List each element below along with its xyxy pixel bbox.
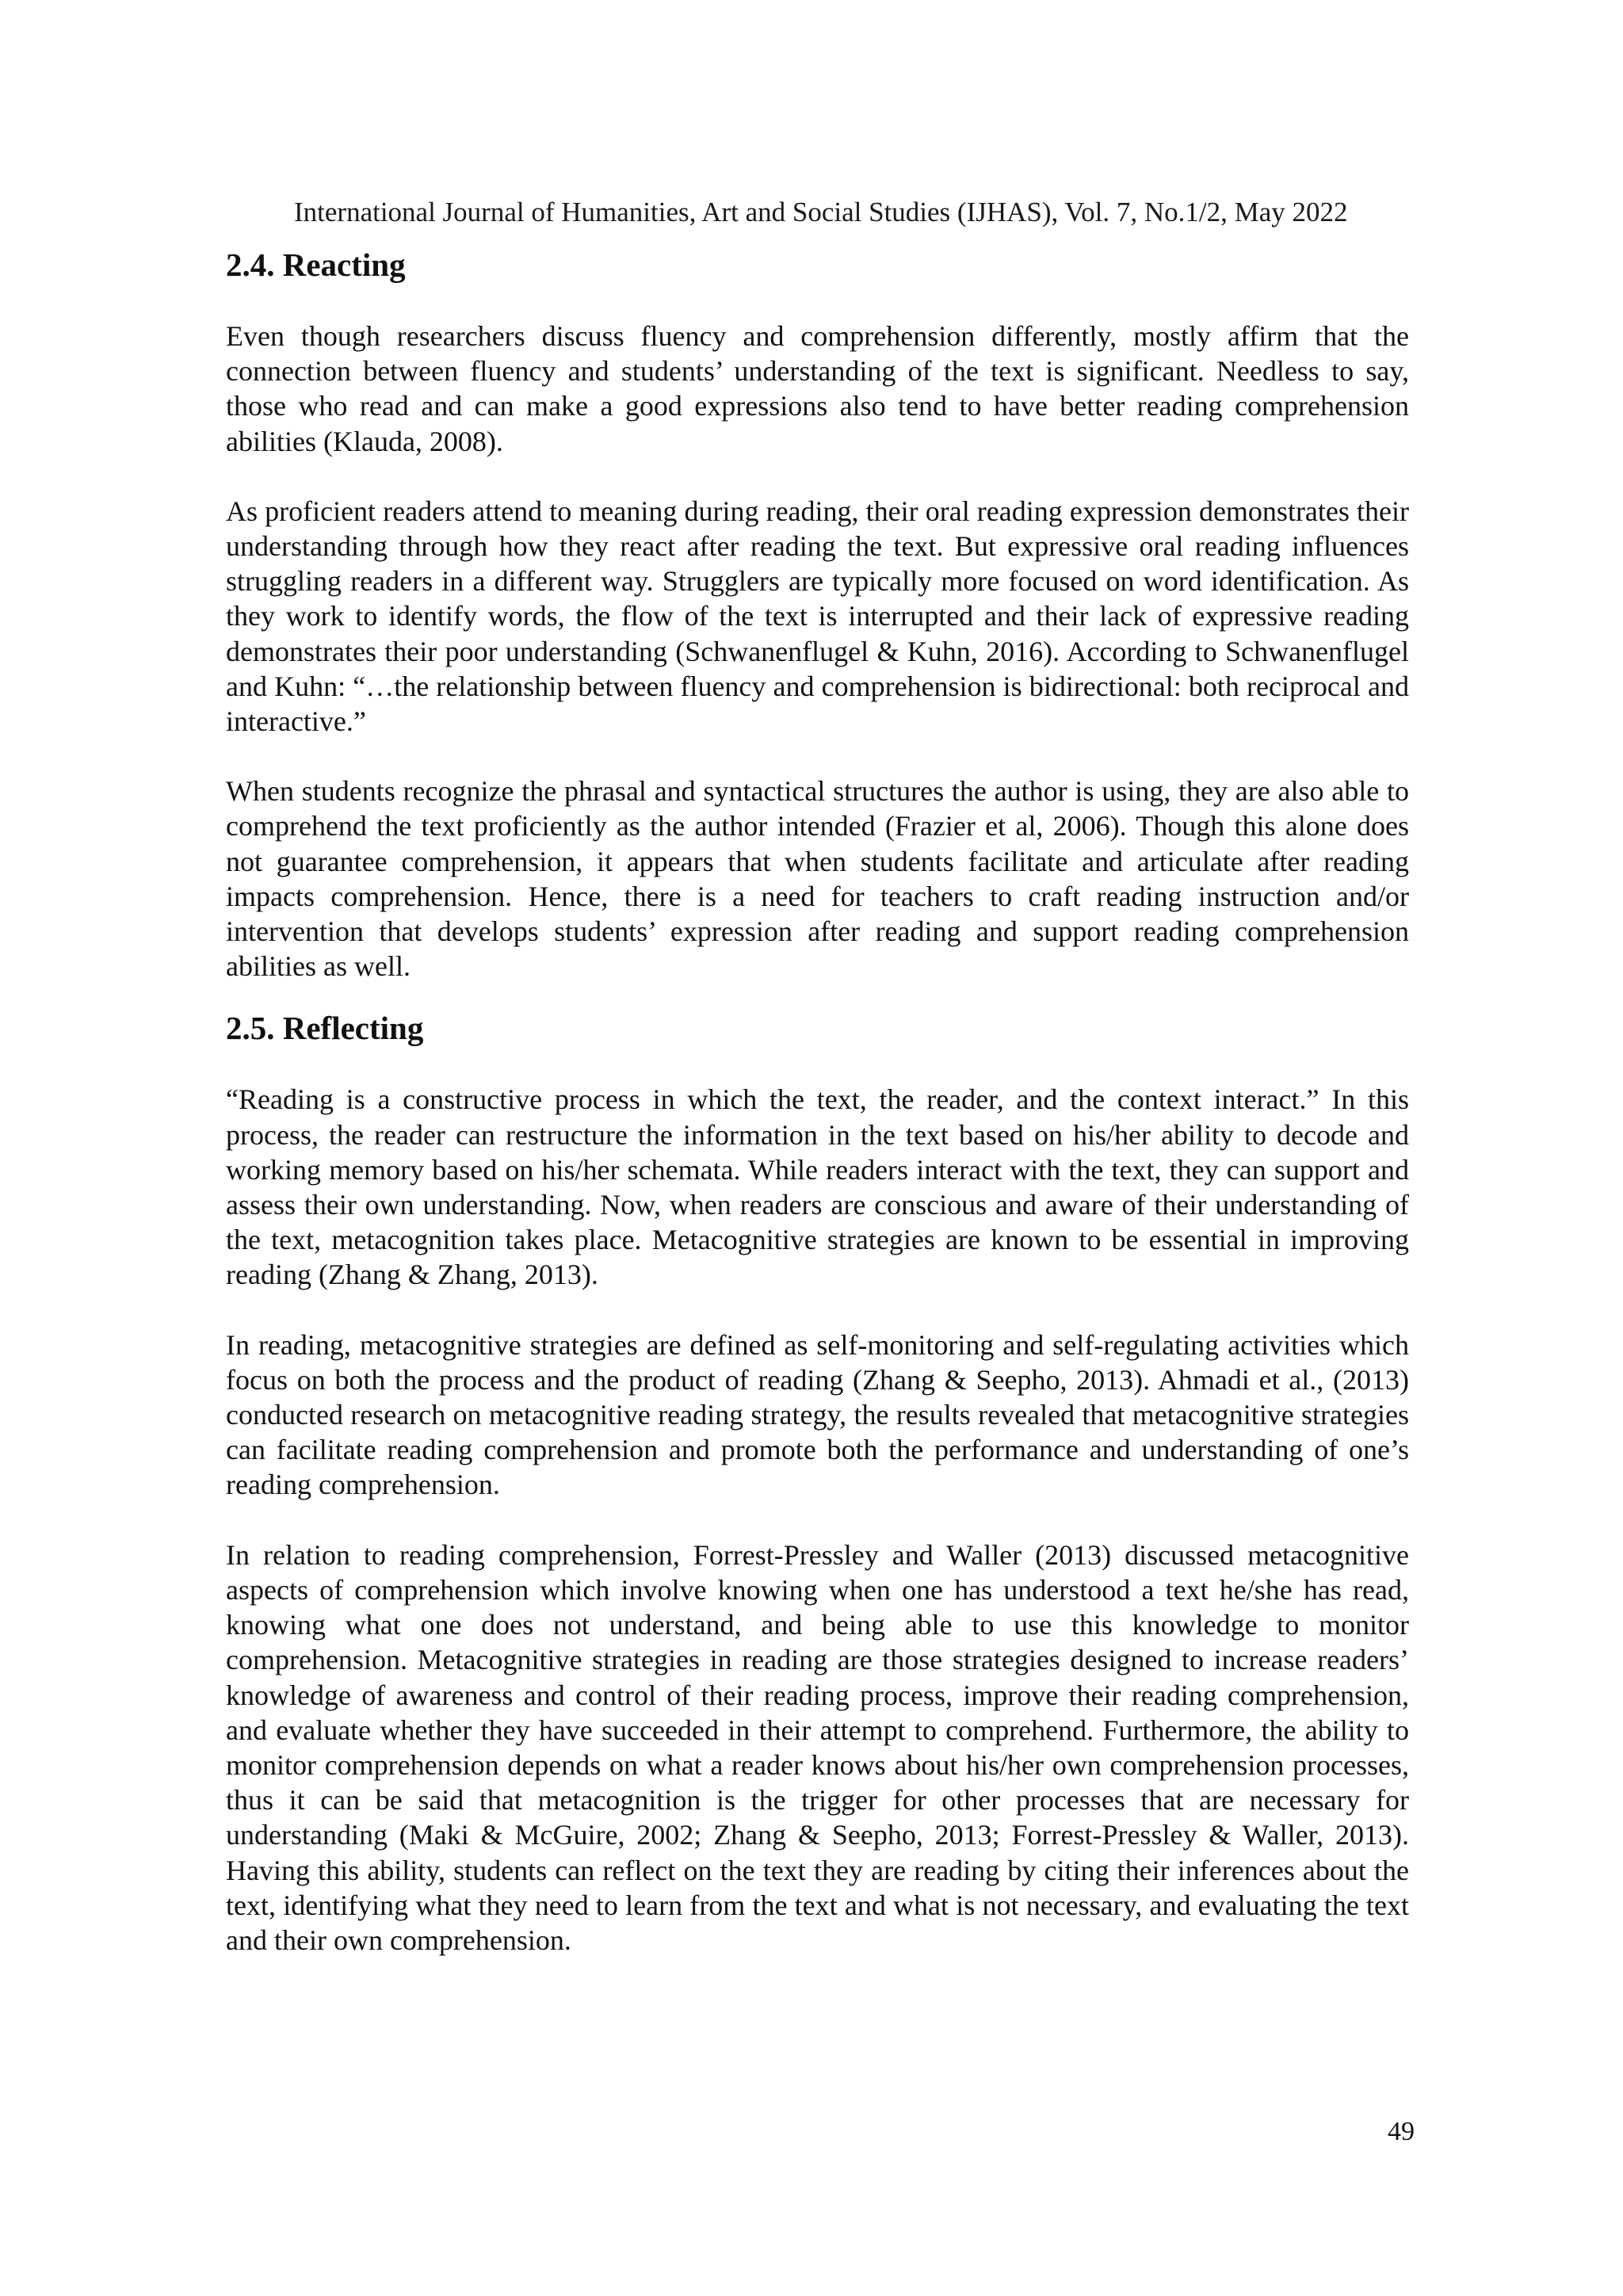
paragraph: In relation to reading comprehension, Forrest-Pressley and Waller (2013) discussed metacognitive aspects of comprehension which involve knowing when one has understood a text he/she has read, knowing what one does not understand, and being able to use this knowledge to monitor comprehension. Metacognitive strategies in reading are those strategies designed to increase readers’ knowledge of awareness and control of their reading process, improve their reading comprehension, and evaluate whether they have succeeded in their attempt to comprehend. Furthermore, the ability to monitor comprehension depends on what a reader knows about his/her own comprehension processes, thus it can be said that metacognition is the trigger for other processes that are necessary for understanding (Maki & McGuire, 2002; Zhang & Seepho, 2013; Forrest-Pressley & Waller, 2013). Having this ability, students can reflect on the text they are reading by citing their inferences about the text, identifying what they need to learn from the text and what is not necessary, and evaluating the text and their own comprehension. — [226, 1538, 1409, 1956]
section-heading-reflecting: 2.5. Reflecting — [226, 1010, 424, 1047]
paragraph: “Reading is a constructive process in which the text, the reader, and the context interact.” In this process, the reader can restructure the information in the text based on his/her ability to decode and working memory based on his/her schemata. While readers interact with the text, they can support and assess their own understanding. Now, when readers are conscious and aware of their understanding of the text, metacognition takes place. Metacognitive strategies are known to be essential in improving reading (Zhang & Zhang, 2013). — [226, 1083, 1409, 1291]
page-body — [226, 243, 1409, 1992]
paragraph: Even though researchers discuss fluency and comprehension differently, mostly affirm that the connection between fluency and students’ understanding of the text is significant. Needless to say, those who read and can make a good expressions also tend to have better reading comprehension abilities (Klauda, 2008). — [226, 320, 1409, 457]
page-number: 49 — [1388, 2117, 1415, 2146]
running-header: International Journal of Humanities, Art and Social Studies (IJHAS), Vol. 7, No.1/2, May 2022 — [294, 197, 1348, 227]
paragraph: When students recognize the phrasal and syntactical structures the author is using, they are also able to comprehend the text proficiently as the author intended (Frazier et al, 2006). Though this alone does not guarantee comprehension, it appears that when students facilitate and articulate after reading impacts comprehension. Hence, there is a need for teachers to craft reading instruction and/or intervention that develops students’ expression after reading and support reading comprehension abilities as well. — [226, 775, 1409, 983]
paragraph: As proficient readers attend to meaning during reading, their oral reading expression demonstrates their understanding through how they react after reading the text. But expressive oral reading influences struggling readers in a different way. Strugglers are typically more focused on word identification. As they work to identify words, the flow of the text is interrupted and their lack of expressive reading demonstrates their poor understanding (Schwanenflugel & Kuhn, 2016). According to Schwanenflugel and Kuhn: “…the relationship between fluency and comprehension is bidirectional: both reciprocal and interactive.” — [226, 495, 1409, 738]
paragraph: In reading, metacognitive strategies are defined as self-monitoring and self-regulating activities which focus on both the process and the product of reading (Zhang & Seepho, 2013). Ahmadi et al., (2013) conducted research on metacognitive reading strategy, the results revealed that metacognitive strategies can facilitate reading comprehension and promote both the performance and understanding of one’s reading comprehension. — [226, 1328, 1409, 1501]
section-heading-reacting: 2.4. Reacting — [226, 246, 406, 283]
